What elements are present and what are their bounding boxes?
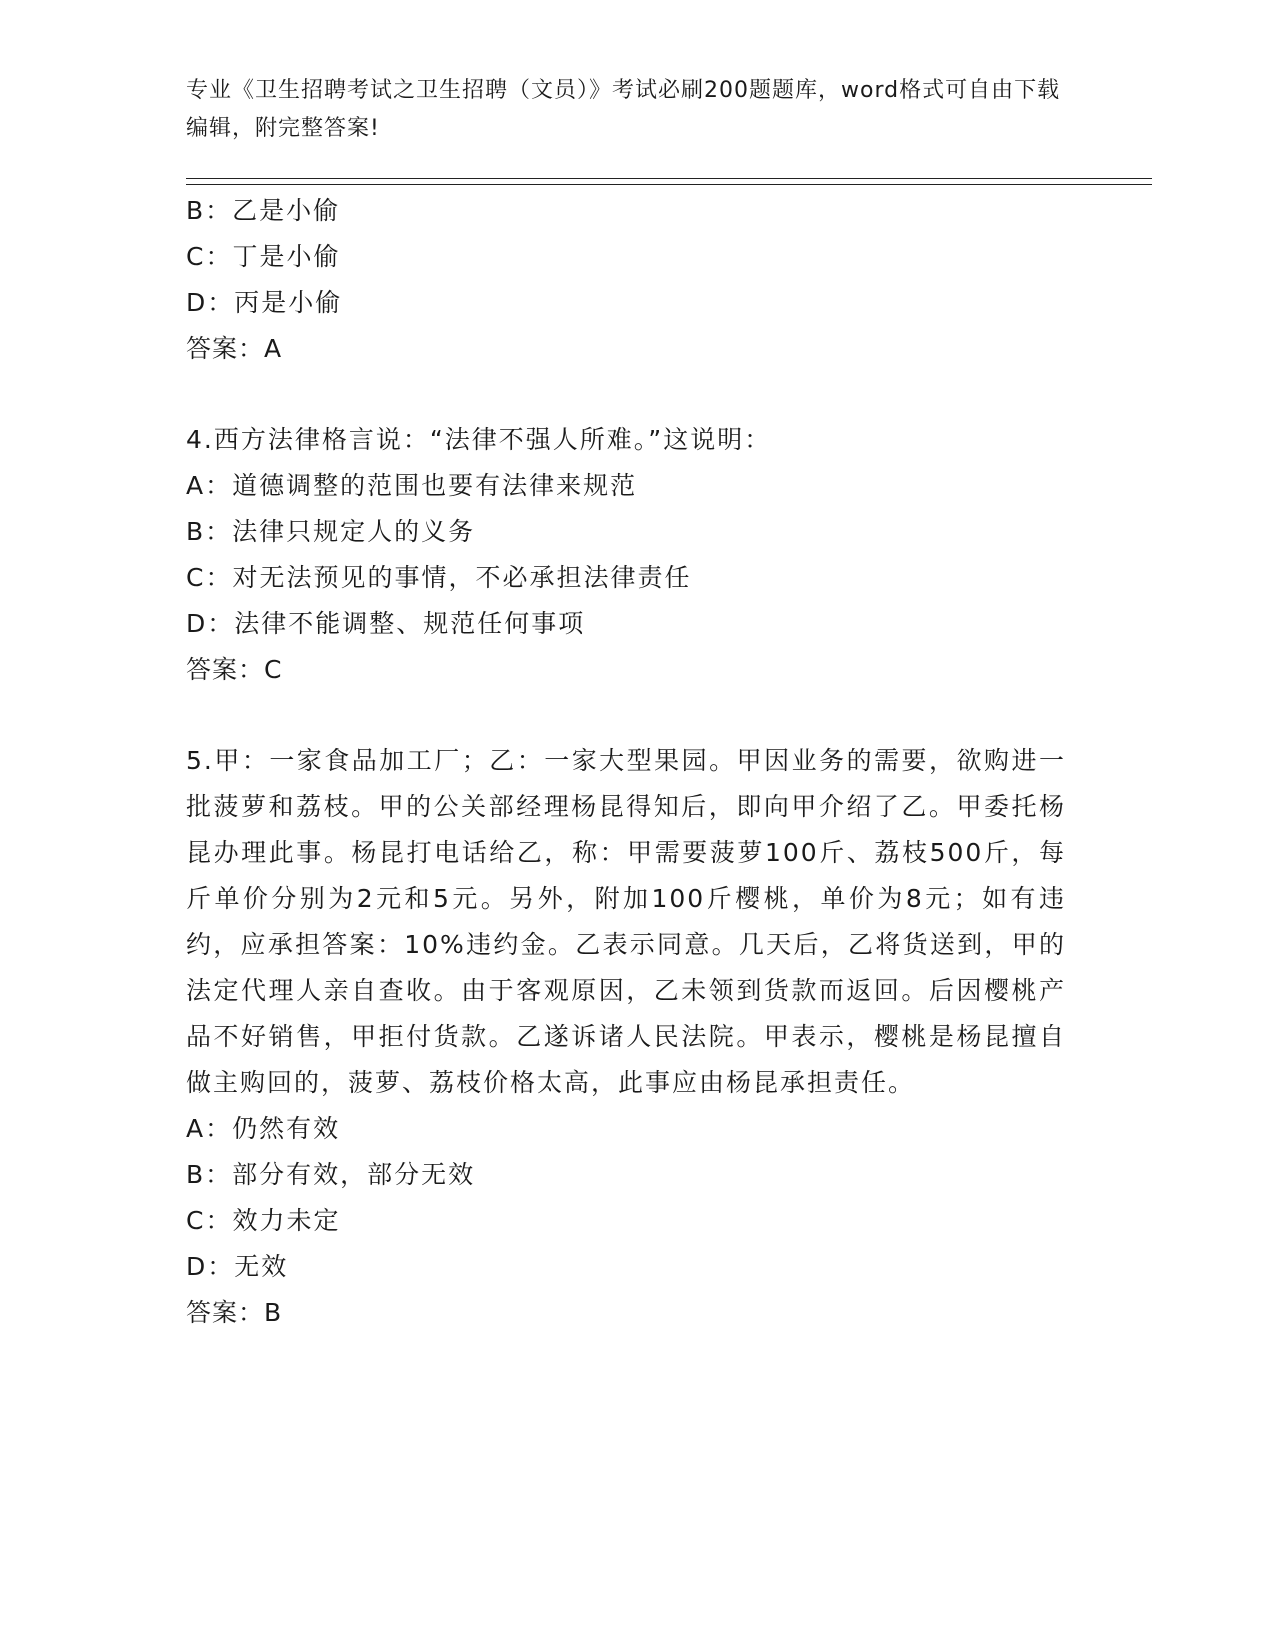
spacer (186, 372, 1066, 417)
question-text: 4.西方法律格言说：“法律不强人所难。”这说明： (186, 425, 772, 454)
option-b: B：部分有效，部分无效 (186, 1160, 476, 1189)
option-b: B：法律只规定人的义务 (186, 517, 476, 546)
answer-line: 答案：A (186, 334, 283, 363)
option-c: C：效力未定 (186, 1206, 341, 1235)
option-d: D：法律不能调整、规范任何事项 (186, 609, 586, 638)
page-header: 专业《卫生招聘考试之卫生招聘（文员）》考试必刷200题题库，word格式可自由下载编辑，附完整答案! (186, 78, 1061, 141)
option-d: D：无效 (186, 1252, 289, 1281)
header-divider (186, 178, 1152, 185)
question-4 (186, 417, 1066, 693)
question-3-continued (186, 188, 1066, 372)
option-a: A：仍然有效 (186, 1114, 341, 1143)
document-body (186, 188, 1066, 1336)
option-a: A：道德调整的范围也要有法律来规范 (186, 471, 638, 500)
option-d: D：丙是小偷 (186, 288, 343, 317)
spacer (186, 693, 1066, 738)
answer-line: 答案：B (186, 1298, 283, 1327)
question-text: 5.甲：一家食品加工厂；乙：一家大型果园。甲因业务的需要，欲购进一批菠萝和荔枝。甲的公关部经理杨昆得知后，即向甲介绍了乙。甲委托杨昆办理此事。杨昆打电话给乙，称：甲需要菠萝100斤、荔枝500斤，每斤单价分别为2元和5元。另外，附加100斤樱桃，单价为8元；如有违约，应承担答案：10%违约金。乙表示同意。几天后，乙将货送到，甲的法定代理人亲自查收。由于客观原因，乙未领到货款而返回。后因樱桃产品不好销售，甲拒付货款。乙遂诉诸人民法院。甲表示，樱桃是杨昆擅自做主购回的，菠萝、荔枝价格太高，此事应由杨昆承担责任。 (186, 746, 1066, 1097)
question-5 (186, 738, 1066, 1336)
option-c: C：丁是小偷 (186, 242, 341, 271)
answer-line: 答案：C (186, 655, 283, 684)
option-c: C：对无法预见的事情，不必承担法律责任 (186, 563, 692, 592)
option-b: B：乙是小偷 (186, 196, 341, 225)
